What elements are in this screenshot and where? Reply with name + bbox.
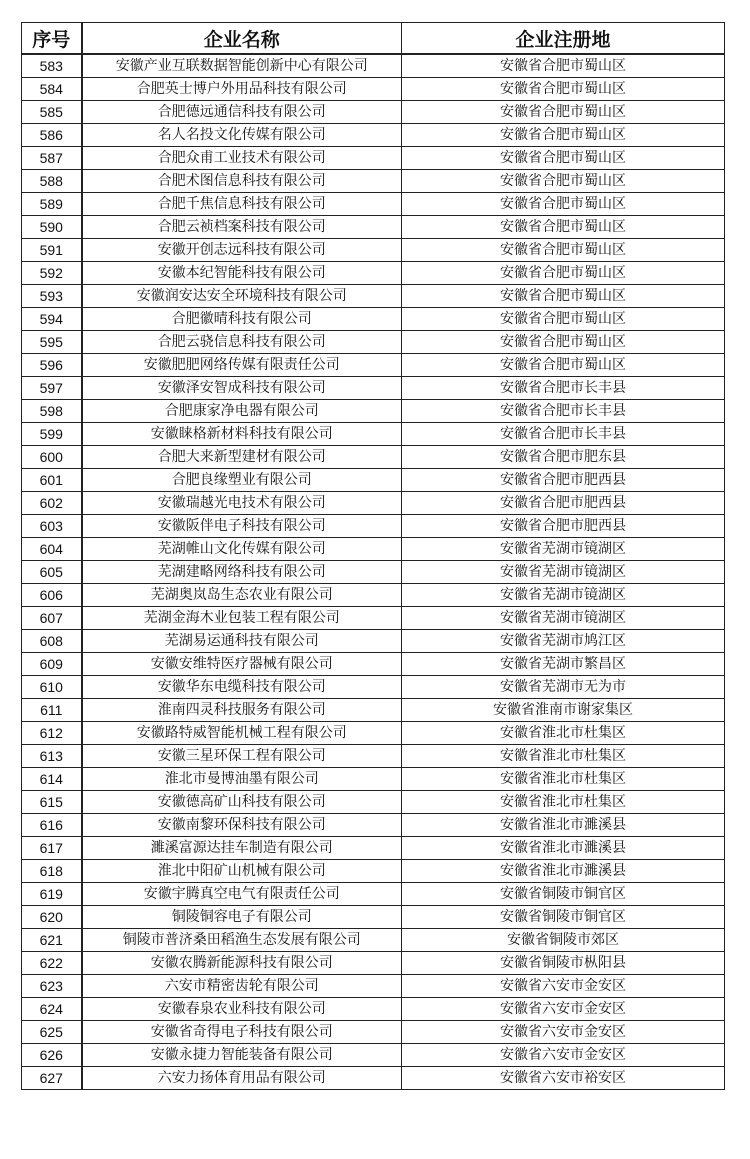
table-row [22, 814, 725, 837]
cell-serial-number: 585 [22, 101, 82, 124]
cell-registration-place: 安徽省合肥市肥西县 [402, 492, 725, 515]
cell-company-name: 安徽永捷力智能装备有限公司 [82, 1044, 402, 1067]
table-row [22, 883, 725, 906]
cell-registration-place: 安徽省合肥市长丰县 [402, 377, 725, 400]
cell-serial-number: 624 [22, 998, 82, 1021]
cell-serial-number: 589 [22, 193, 82, 216]
cell-serial-number: 615 [22, 791, 82, 814]
cell-serial-number: 623 [22, 975, 82, 998]
table-row [22, 929, 725, 952]
cell-registration-place: 安徽省铜陵市郊区 [402, 929, 725, 952]
table-row [22, 630, 725, 653]
cell-registration-place: 安徽省淮北市濉溪县 [402, 814, 725, 837]
table-row [22, 952, 725, 975]
table-row [22, 262, 725, 285]
cell-company-name: 安徽润安达安全环境科技有限公司 [82, 285, 402, 308]
cell-company-name: 安徽德高矿山科技有限公司 [82, 791, 402, 814]
cell-registration-place: 安徽省合肥市蜀山区 [402, 285, 725, 308]
cell-serial-number: 617 [22, 837, 82, 860]
cell-serial-number: 606 [22, 584, 82, 607]
table-row [22, 607, 725, 630]
cell-serial-number: 591 [22, 239, 82, 262]
cell-company-name: 芜湖建略网络科技有限公司 [82, 561, 402, 584]
cell-company-name: 安徽安维特医疗器械有限公司 [82, 653, 402, 676]
cell-serial-number: 608 [22, 630, 82, 653]
cell-registration-place: 安徽省淮南市谢家集区 [402, 699, 725, 722]
cell-registration-place: 安徽省合肥市肥西县 [402, 469, 725, 492]
cell-registration-place: 安徽省芜湖市无为市 [402, 676, 725, 699]
cell-company-name: 安徽开创志远科技有限公司 [82, 239, 402, 262]
table-header-row [22, 23, 725, 55]
table-row [22, 515, 725, 538]
table-row [22, 860, 725, 883]
table-row [22, 906, 725, 929]
table-body [22, 54, 725, 1090]
table-row [22, 998, 725, 1021]
cell-company-name: 合肥千焦信息科技有限公司 [82, 193, 402, 216]
table-row [22, 216, 725, 239]
cell-company-name: 合肥良缘塑业有限公司 [82, 469, 402, 492]
cell-company-name: 安徽春泉农业科技有限公司 [82, 998, 402, 1021]
cell-serial-number: 625 [22, 1021, 82, 1044]
cell-registration-place: 安徽省合肥市蜀山区 [402, 216, 725, 239]
cell-company-name: 安徽三星环保工程有限公司 [82, 745, 402, 768]
cell-serial-number: 605 [22, 561, 82, 584]
table-row [22, 538, 725, 561]
cell-registration-place: 安徽省淮北市濉溪县 [402, 860, 725, 883]
table-row [22, 446, 725, 469]
cell-registration-place: 安徽省六安市金安区 [402, 975, 725, 998]
cell-registration-place: 安徽省合肥市蜀山区 [402, 54, 725, 78]
cell-registration-place: 安徽省合肥市蜀山区 [402, 78, 725, 101]
cell-registration-place: 安徽省合肥市蜀山区 [402, 147, 725, 170]
cell-serial-number: 622 [22, 952, 82, 975]
cell-serial-number: 609 [22, 653, 82, 676]
cell-company-name: 淮南四灵科技服务有限公司 [82, 699, 402, 722]
cell-serial-number: 595 [22, 331, 82, 354]
cell-company-name: 安徽省奇得电子科技有限公司 [82, 1021, 402, 1044]
cell-registration-place: 安徽省六安市金安区 [402, 1021, 725, 1044]
cell-registration-place: 安徽省淮北市杜集区 [402, 768, 725, 791]
table-row [22, 722, 725, 745]
header-serial-number: 序号 [22, 23, 82, 55]
table-row [22, 975, 725, 998]
cell-registration-place: 安徽省铜陵市铜官区 [402, 883, 725, 906]
table-row [22, 331, 725, 354]
cell-company-name: 濉溪富源达挂车制造有限公司 [82, 837, 402, 860]
cell-serial-number: 590 [22, 216, 82, 239]
cell-registration-place: 安徽省合肥市蜀山区 [402, 331, 725, 354]
cell-serial-number: 600 [22, 446, 82, 469]
cell-registration-place: 安徽省合肥市蜀山区 [402, 101, 725, 124]
cell-registration-place: 安徽省芜湖市镜湖区 [402, 607, 725, 630]
cell-registration-place: 安徽省合肥市长丰县 [402, 400, 725, 423]
cell-registration-place: 安徽省合肥市蜀山区 [402, 170, 725, 193]
table-row [22, 423, 725, 446]
cell-registration-place: 安徽省芜湖市鸠江区 [402, 630, 725, 653]
header-registration-place: 企业注册地 [402, 23, 725, 55]
cell-registration-place: 安徽省合肥市蜀山区 [402, 124, 725, 147]
cell-registration-place: 安徽省合肥市蜀山区 [402, 308, 725, 331]
table-row [22, 239, 725, 262]
cell-company-name: 合肥德远通信科技有限公司 [82, 101, 402, 124]
cell-company-name: 合肥英士博户外用品科技有限公司 [82, 78, 402, 101]
cell-company-name: 安徽泽安智成科技有限公司 [82, 377, 402, 400]
cell-serial-number: 598 [22, 400, 82, 423]
cell-company-name: 六安市精密齿轮有限公司 [82, 975, 402, 998]
cell-registration-place: 安徽省芜湖市镜湖区 [402, 584, 725, 607]
table-row [22, 1044, 725, 1067]
table-row [22, 653, 725, 676]
cell-registration-place: 安徽省淮北市濉溪县 [402, 837, 725, 860]
table-row [22, 837, 725, 860]
cell-serial-number: 594 [22, 308, 82, 331]
cell-registration-place: 安徽省六安市金安区 [402, 998, 725, 1021]
table-row [22, 768, 725, 791]
cell-company-name: 合肥大来新型建材有限公司 [82, 446, 402, 469]
cell-serial-number: 584 [22, 78, 82, 101]
cell-registration-place: 安徽省合肥市蜀山区 [402, 262, 725, 285]
cell-company-name: 淮北市曼博油墨有限公司 [82, 768, 402, 791]
cell-serial-number: 587 [22, 147, 82, 170]
table-row [22, 170, 725, 193]
table-row [22, 561, 725, 584]
cell-registration-place: 安徽省合肥市蜀山区 [402, 239, 725, 262]
cell-company-name: 安徽华东电缆科技有限公司 [82, 676, 402, 699]
cell-company-name: 芜湖金海木业包装工程有限公司 [82, 607, 402, 630]
cell-serial-number: 597 [22, 377, 82, 400]
cell-company-name: 合肥康家净电器有限公司 [82, 400, 402, 423]
cell-serial-number: 592 [22, 262, 82, 285]
cell-company-name: 安徽阪伴电子科技有限公司 [82, 515, 402, 538]
cell-serial-number: 588 [22, 170, 82, 193]
table-row [22, 1021, 725, 1044]
cell-serial-number: 618 [22, 860, 82, 883]
cell-registration-place: 安徽省合肥市蜀山区 [402, 354, 725, 377]
cell-company-name: 安徽宇腾真空电气有限责任公司 [82, 883, 402, 906]
cell-serial-number: 601 [22, 469, 82, 492]
table-row [22, 584, 725, 607]
table-row [22, 469, 725, 492]
table-row [22, 1067, 725, 1090]
cell-company-name: 合肥徽晴科技有限公司 [82, 308, 402, 331]
header-company-name: 企业名称 [82, 23, 402, 55]
cell-serial-number: 627 [22, 1067, 82, 1090]
cell-serial-number: 596 [22, 354, 82, 377]
cell-registration-place: 安徽省淮北市杜集区 [402, 791, 725, 814]
cell-company-name: 六安力扬体育用品有限公司 [82, 1067, 402, 1090]
cell-company-name: 合肥云祯档案科技有限公司 [82, 216, 402, 239]
cell-company-name: 芜湖易运通科技有限公司 [82, 630, 402, 653]
cell-serial-number: 614 [22, 768, 82, 791]
cell-company-name: 铜陵市普济桑田稻渔生态发展有限公司 [82, 929, 402, 952]
cell-registration-place: 安徽省芜湖市镜湖区 [402, 538, 725, 561]
cell-serial-number: 616 [22, 814, 82, 837]
table-row [22, 285, 725, 308]
table-row [22, 147, 725, 170]
cell-company-name: 铜陵铜容电子有限公司 [82, 906, 402, 929]
table-row [22, 492, 725, 515]
cell-registration-place: 安徽省芜湖市镜湖区 [402, 561, 725, 584]
table-row [22, 400, 725, 423]
cell-company-name: 安徽睐格新材料科技有限公司 [82, 423, 402, 446]
cell-serial-number: 583 [22, 54, 82, 78]
cell-serial-number: 611 [22, 699, 82, 722]
cell-serial-number: 586 [22, 124, 82, 147]
table-row [22, 791, 725, 814]
cell-registration-place: 安徽省淮北市杜集区 [402, 722, 725, 745]
cell-serial-number: 607 [22, 607, 82, 630]
cell-company-name: 安徽路特威智能机械工程有限公司 [82, 722, 402, 745]
cell-company-name: 合肥术图信息科技有限公司 [82, 170, 402, 193]
cell-company-name: 安徽瑞越光电技术有限公司 [82, 492, 402, 515]
cell-company-name: 名人名投文化传媒有限公司 [82, 124, 402, 147]
cell-company-name: 安徽农腾新能源科技有限公司 [82, 952, 402, 975]
cell-company-name: 安徽产业互联数据智能创新中心有限公司 [82, 54, 402, 78]
cell-registration-place: 安徽省六安市裕安区 [402, 1067, 725, 1090]
cell-registration-place: 安徽省合肥市蜀山区 [402, 193, 725, 216]
table-row [22, 78, 725, 101]
cell-serial-number: 626 [22, 1044, 82, 1067]
cell-company-name: 合肥云骁信息科技有限公司 [82, 331, 402, 354]
cell-registration-place: 安徽省铜陵市枞阳县 [402, 952, 725, 975]
cell-registration-place: 安徽省合肥市肥西县 [402, 515, 725, 538]
enterprise-registry-table [21, 22, 725, 1090]
table-row [22, 745, 725, 768]
cell-serial-number: 603 [22, 515, 82, 538]
cell-serial-number: 612 [22, 722, 82, 745]
cell-company-name: 芜湖帷山文化传媒有限公司 [82, 538, 402, 561]
cell-company-name: 芜湖奥岚岛生态农业有限公司 [82, 584, 402, 607]
cell-serial-number: 620 [22, 906, 82, 929]
cell-registration-place: 安徽省合肥市长丰县 [402, 423, 725, 446]
cell-serial-number: 604 [22, 538, 82, 561]
cell-serial-number: 610 [22, 676, 82, 699]
cell-serial-number: 599 [22, 423, 82, 446]
cell-registration-place: 安徽省合肥市肥东县 [402, 446, 725, 469]
cell-registration-place: 安徽省六安市金安区 [402, 1044, 725, 1067]
cell-company-name: 安徽南黎环保科技有限公司 [82, 814, 402, 837]
table-row [22, 124, 725, 147]
table-row [22, 193, 725, 216]
cell-registration-place: 安徽省铜陵市铜官区 [402, 906, 725, 929]
cell-serial-number: 602 [22, 492, 82, 515]
table-row [22, 676, 725, 699]
cell-serial-number: 593 [22, 285, 82, 308]
cell-company-name: 安徽本纪智能科技有限公司 [82, 262, 402, 285]
cell-registration-place: 安徽省淮北市杜集区 [402, 745, 725, 768]
cell-serial-number: 619 [22, 883, 82, 906]
table-row [22, 377, 725, 400]
table-row [22, 54, 725, 78]
table-row [22, 699, 725, 722]
table-row [22, 308, 725, 331]
cell-serial-number: 613 [22, 745, 82, 768]
cell-company-name: 淮北中阳矿山机械有限公司 [82, 860, 402, 883]
table-row [22, 101, 725, 124]
table-row [22, 354, 725, 377]
cell-registration-place: 安徽省芜湖市繁昌区 [402, 653, 725, 676]
cell-company-name: 安徽肥肥网络传媒有限责任公司 [82, 354, 402, 377]
cell-company-name: 合肥众甫工业技术有限公司 [82, 147, 402, 170]
cell-serial-number: 621 [22, 929, 82, 952]
